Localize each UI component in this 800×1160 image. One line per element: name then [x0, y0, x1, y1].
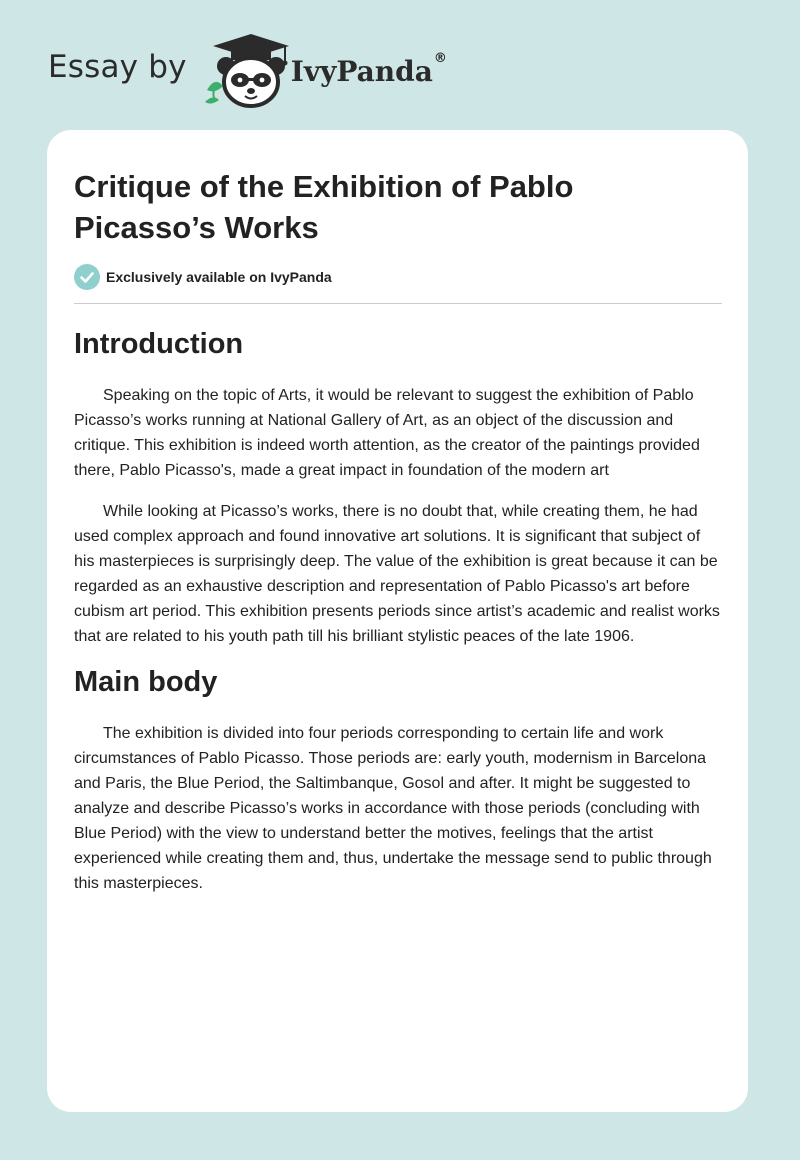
paragraph: While looking at Picasso’s works, there is no doubt that, while creating them, he had used complex approach and found innovative art solutions. It is significant that subject of his masterpieces is surprisingly deep. The value of the exhibition is great because it can be regarded as an exhaustive description and representation of Pablo Picasso's art before cubism art period. This exhibition presents periods since artist’s academic and realist works that are related to his youth path till his brilliant stylistic peaces of the late 1906. — [74, 503, 720, 645]
brand-prefix: Essay by — [48, 49, 187, 85]
title-divider — [74, 303, 722, 304]
exclusive-badge-text: Exclusively available on IvyPanda — [106, 269, 332, 285]
paragraph: Speaking on the topic of Arts, it would be relevant to suggest the exhibition of Pablo Picasso’s works running at National Gallery of Art, as an object of the discussion and critique. This exhibition is indeed worth attention, as the creator of the paintings provided there, Pablo Picasso's, made a great impact in foundation of the modern art — [74, 387, 700, 479]
section-heading-introduction: Introduction — [74, 328, 244, 360]
essay-title: Critique of the Exhibition of Pablo Picasso’s Works — [74, 169, 574, 245]
check-circle-icon — [74, 264, 100, 290]
registered-mark: ® — [433, 50, 447, 66]
section-heading-main-body: Main body — [74, 666, 218, 698]
panda-graduate-icon — [201, 30, 297, 110]
exclusive-badge — [74, 264, 332, 290]
essay-body — [74, 324, 724, 896]
paragraph: The exhibition is divided into four periods corresponding to certain life and work circumstances of Pablo Picasso. Those periods are: early youth, modernism in Barcelona and Paris, the Blue Period, the Saltimbanque, Gosol and after. It might be suggested to analyze and describe Picasso’s works in accordance with those periods (concluding with Blue Period) with the view to understand better the motives, feelings that the artist experienced while creating them and, thus, undertake the message send to public through this masterpieces. — [74, 725, 712, 892]
essay-card — [47, 130, 748, 1112]
site-brand[interactable] — [48, 30, 447, 110]
brand-name: IvyPanda® — [290, 50, 447, 88]
